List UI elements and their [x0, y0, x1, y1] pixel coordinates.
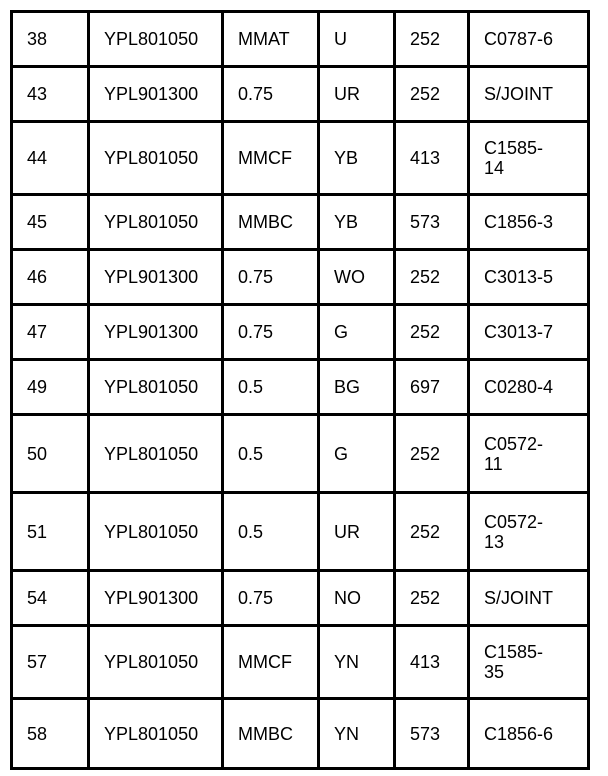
part-number-cell: YPL801050 — [89, 493, 223, 571]
spec-cell: 0.75 — [223, 250, 319, 305]
row-number-cell: 45 — [12, 195, 89, 250]
qty-cell: 252 — [395, 67, 469, 122]
table-row — [12, 360, 589, 415]
spec-cell: 0.5 — [223, 360, 319, 415]
part-number-cell: YPL801050 — [89, 360, 223, 415]
qty-cell: 252 — [395, 571, 469, 626]
spec-cell: 0.75 — [223, 305, 319, 360]
reference-cell: C1856-6 — [469, 699, 589, 769]
table-row — [12, 122, 589, 195]
part-number-cell: YPL801050 — [89, 122, 223, 195]
part-number-cell: YPL801050 — [89, 699, 223, 769]
qty-cell: 252 — [395, 250, 469, 305]
spec-cell: MMCF — [223, 626, 319, 699]
code-cell: G — [319, 415, 395, 493]
row-number-cell: 49 — [12, 360, 89, 415]
row-number-cell: 46 — [12, 250, 89, 305]
code-cell: U — [319, 12, 395, 67]
spec-cell: 0.5 — [223, 493, 319, 571]
reference-cell: C1585- 14 — [469, 122, 589, 195]
table-row — [12, 626, 589, 699]
spec-cell: 0.75 — [223, 571, 319, 626]
qty-cell: 252 — [395, 493, 469, 571]
qty-cell: 413 — [395, 122, 469, 195]
spec-cell: MMBC — [223, 699, 319, 769]
row-number-cell: 57 — [12, 626, 89, 699]
reference-cell: S/JOINT — [469, 571, 589, 626]
table-row — [12, 305, 589, 360]
reference-cell: C0572- 13 — [469, 493, 589, 571]
reference-cell: C0787-6 — [469, 12, 589, 67]
reference-cell: C1856-3 — [469, 195, 589, 250]
part-number-cell: YPL901300 — [89, 305, 223, 360]
spec-cell: MMBC — [223, 195, 319, 250]
reference-cell: C0572- 11 — [469, 415, 589, 493]
code-cell: UR — [319, 67, 395, 122]
qty-cell: 573 — [395, 195, 469, 250]
parts-table — [10, 10, 590, 770]
row-number-cell: 50 — [12, 415, 89, 493]
spec-cell: 0.75 — [223, 67, 319, 122]
qty-cell: 697 — [395, 360, 469, 415]
row-number-cell: 54 — [12, 571, 89, 626]
code-cell: UR — [319, 493, 395, 571]
table-row — [12, 699, 589, 769]
reference-cell: C3013-5 — [469, 250, 589, 305]
qty-cell: 252 — [395, 415, 469, 493]
part-number-cell: YPL901300 — [89, 67, 223, 122]
row-number-cell: 44 — [12, 122, 89, 195]
row-number-cell: 58 — [12, 699, 89, 769]
code-cell: WO — [319, 250, 395, 305]
part-number-cell: YPL801050 — [89, 195, 223, 250]
qty-cell: 573 — [395, 699, 469, 769]
row-number-cell: 47 — [12, 305, 89, 360]
qty-cell: 252 — [395, 12, 469, 67]
code-cell: NO — [319, 571, 395, 626]
spec-cell: 0.5 — [223, 415, 319, 493]
spec-cell: MMAT — [223, 12, 319, 67]
code-cell: YB — [319, 122, 395, 195]
code-cell: G — [319, 305, 395, 360]
qty-cell: 252 — [395, 305, 469, 360]
part-number-cell: YPL801050 — [89, 12, 223, 67]
table-row — [12, 493, 589, 571]
code-cell: BG — [319, 360, 395, 415]
row-number-cell: 38 — [12, 12, 89, 67]
reference-cell: C3013-7 — [469, 305, 589, 360]
part-number-cell: YPL801050 — [89, 415, 223, 493]
part-number-cell: YPL801050 — [89, 626, 223, 699]
reference-cell: C1585- 35 — [469, 626, 589, 699]
reference-cell: C0280-4 — [469, 360, 589, 415]
part-number-cell: YPL901300 — [89, 571, 223, 626]
table-row — [12, 12, 589, 67]
table-row — [12, 415, 589, 493]
part-number-cell: YPL901300 — [89, 250, 223, 305]
qty-cell: 413 — [395, 626, 469, 699]
row-number-cell: 51 — [12, 493, 89, 571]
code-cell: YB — [319, 195, 395, 250]
code-cell: YN — [319, 699, 395, 769]
table-row — [12, 67, 589, 122]
code-cell: YN — [319, 626, 395, 699]
table-row — [12, 571, 589, 626]
table-row — [12, 250, 589, 305]
parts-table-body — [12, 12, 589, 769]
reference-cell: S/JOINT — [469, 67, 589, 122]
row-number-cell: 43 — [12, 67, 89, 122]
spec-cell: MMCF — [223, 122, 319, 195]
table-row — [12, 195, 589, 250]
